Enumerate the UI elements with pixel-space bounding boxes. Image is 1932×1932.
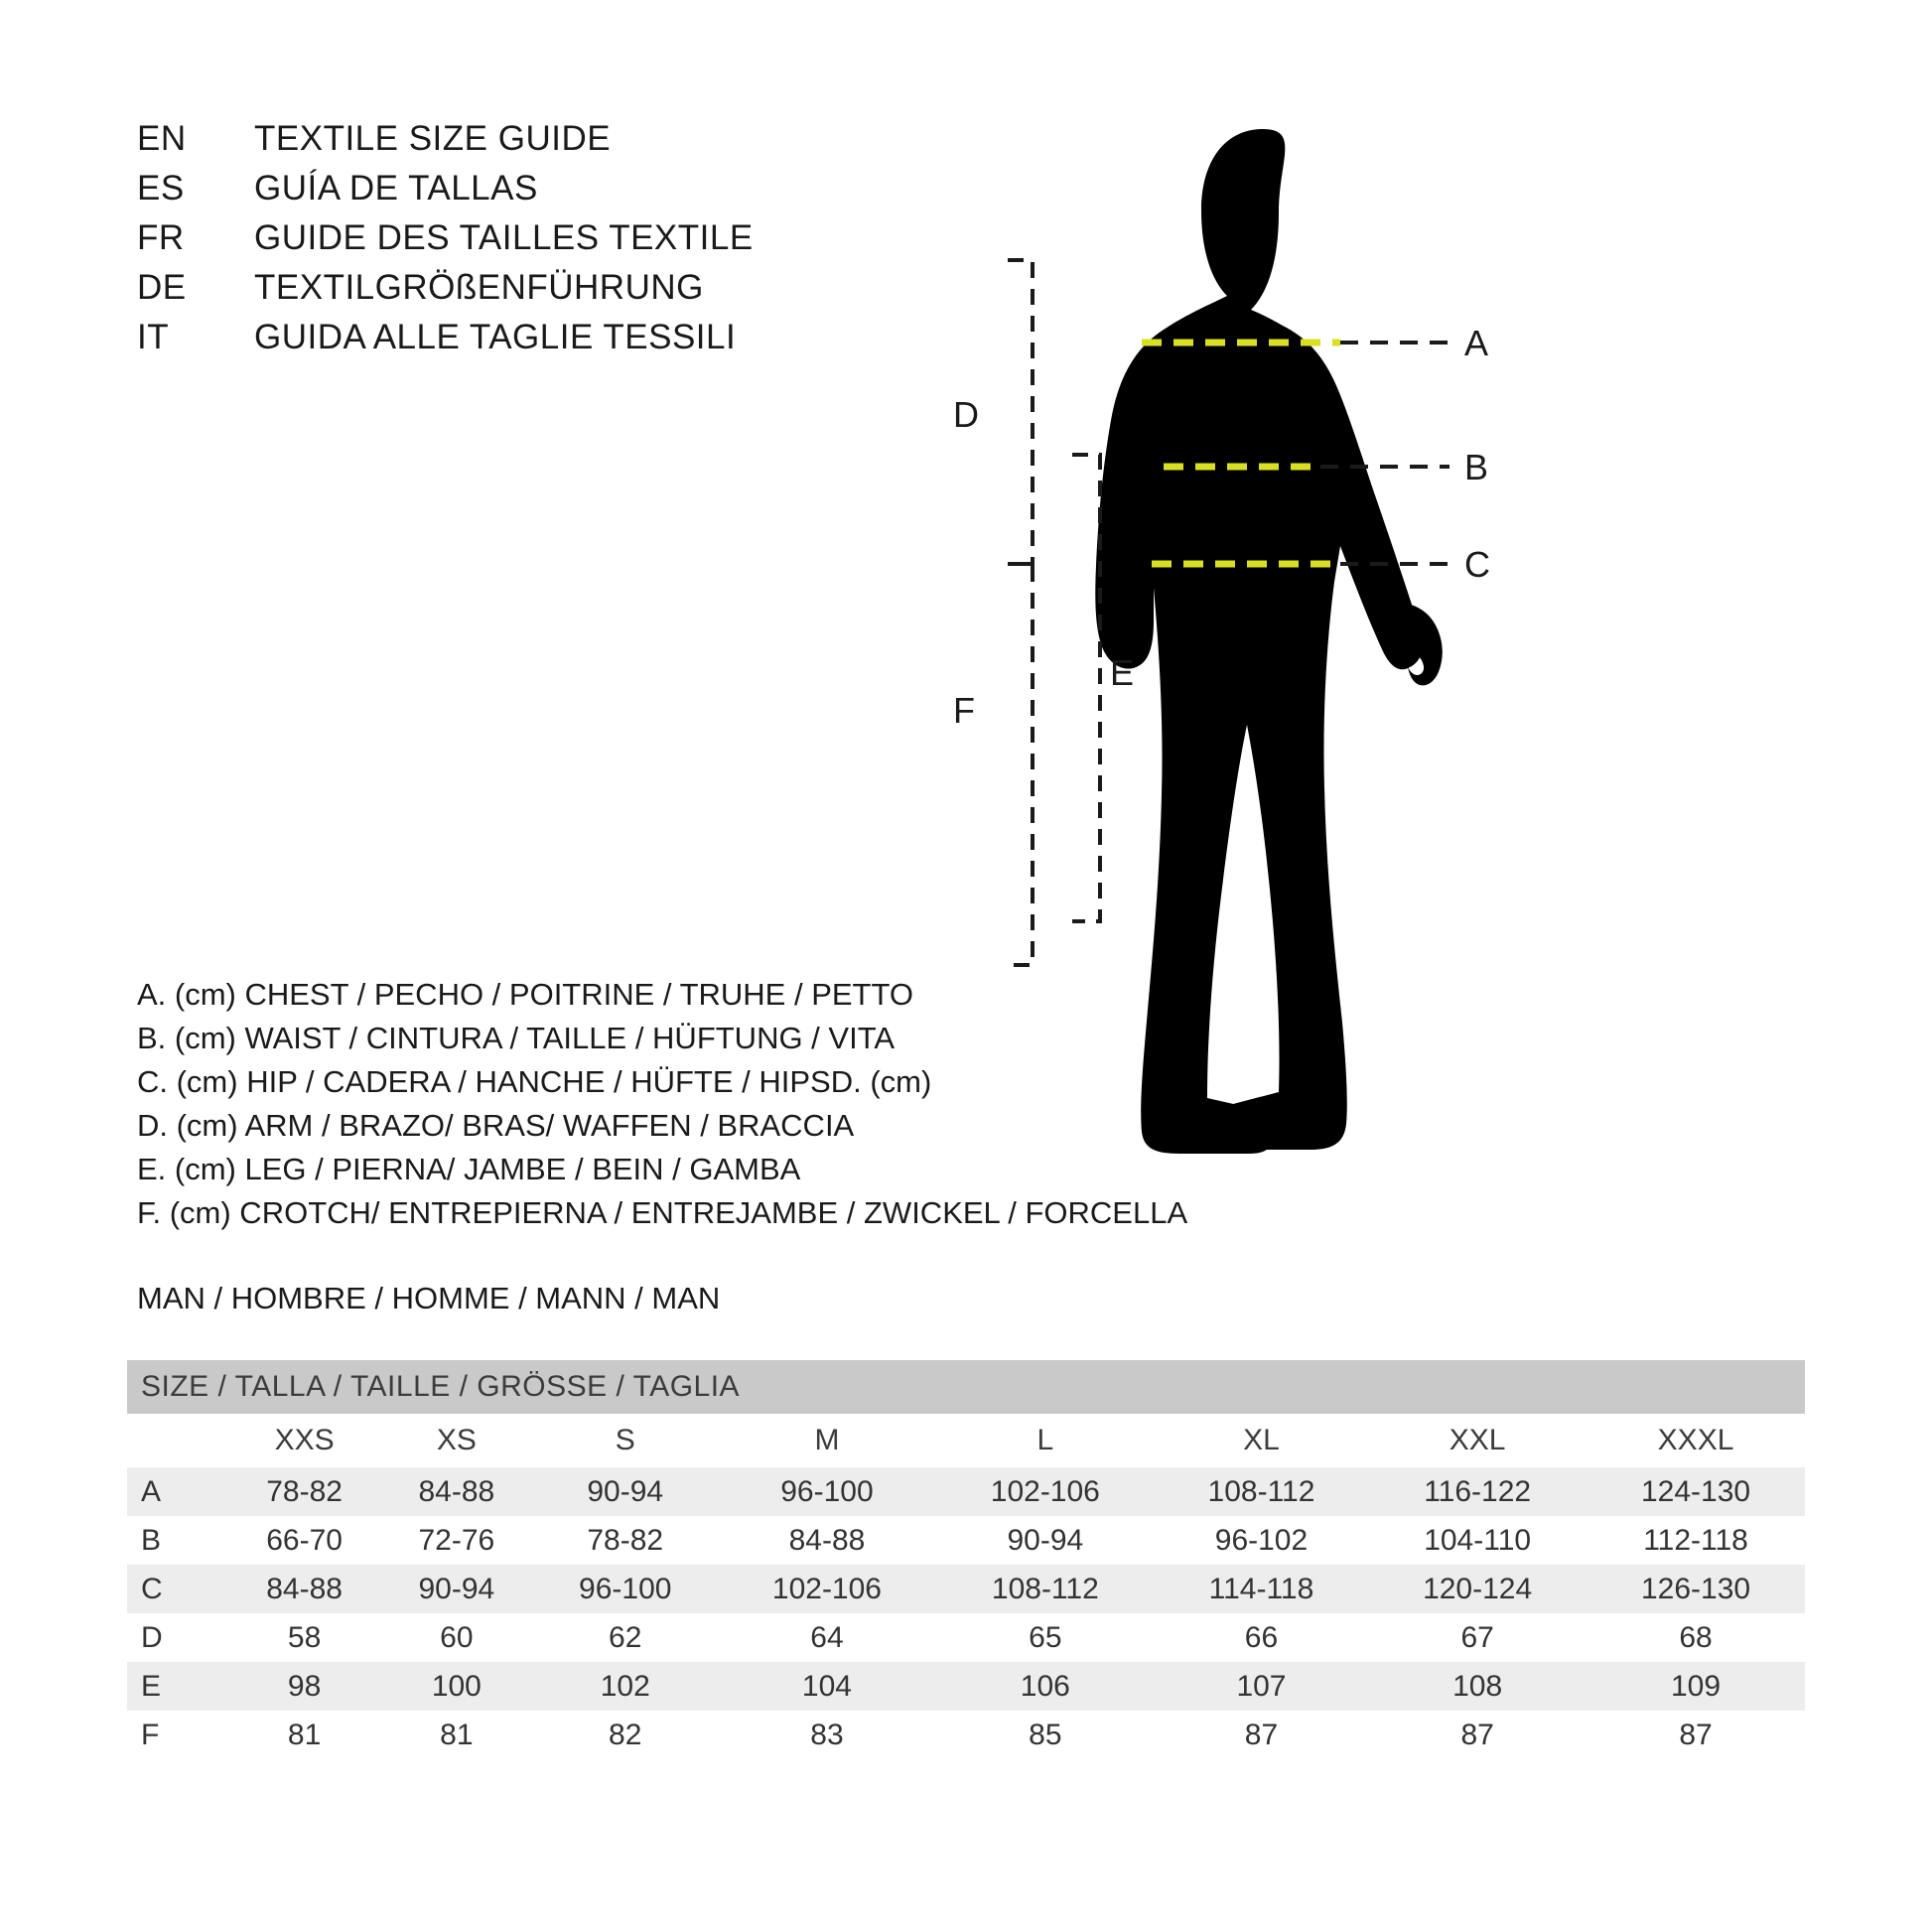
cell-b-xxxl: 112-118 bbox=[1587, 1516, 1805, 1565]
row-label-a: A bbox=[127, 1467, 228, 1516]
cell-c-xxs: 84-88 bbox=[228, 1565, 380, 1613]
legend-item-e: E. (cm) LEG / PIERNA/ JAMBE / BEIN / GAMBA bbox=[137, 1152, 801, 1186]
cell-c-xxxl: 126-130 bbox=[1587, 1565, 1805, 1613]
row-label-c: C bbox=[127, 1565, 228, 1613]
title-row-it bbox=[137, 318, 754, 367]
cell-e-xs: 100 bbox=[380, 1662, 532, 1711]
table-column-row bbox=[127, 1414, 1805, 1467]
language-code-it: IT bbox=[137, 318, 170, 356]
cell-f-m: 83 bbox=[718, 1711, 936, 1759]
legend-item-f: F. (cm) CROTCH/ ENTREPIERNA / ENTREJAMBE / ZWICKEL / FORCELLA bbox=[137, 1195, 1188, 1230]
label-c: C bbox=[1464, 544, 1490, 585]
table-row bbox=[127, 1467, 1805, 1516]
leg-bracket-e bbox=[1072, 455, 1100, 921]
cell-d-xs: 60 bbox=[380, 1613, 532, 1662]
cell-a-xl: 108-112 bbox=[1155, 1467, 1368, 1516]
cell-a-s: 90-94 bbox=[532, 1467, 718, 1516]
column-header-xxs: XXS bbox=[228, 1414, 380, 1467]
cell-e-xxxl: 109 bbox=[1587, 1662, 1805, 1711]
cell-b-m: 84-88 bbox=[718, 1516, 936, 1565]
column-header-xxxl: XXXL bbox=[1587, 1414, 1805, 1467]
size-table bbox=[127, 1360, 1805, 1759]
table-row bbox=[127, 1565, 1805, 1613]
cell-e-xxs: 98 bbox=[228, 1662, 380, 1711]
title-text-fr: GUIDE DES TAILLES TEXTILE bbox=[254, 218, 754, 257]
cell-f-xxxl: 87 bbox=[1587, 1711, 1805, 1759]
language-code-fr: FR bbox=[137, 218, 185, 257]
cell-c-xxl: 120-124 bbox=[1368, 1565, 1587, 1613]
column-header-l: L bbox=[936, 1414, 1155, 1467]
column-header-xs: XS bbox=[380, 1414, 532, 1467]
cell-e-xxl: 108 bbox=[1368, 1662, 1587, 1711]
column-corner-cell bbox=[127, 1414, 228, 1467]
cell-c-s: 96-100 bbox=[532, 1565, 718, 1613]
cell-f-xl: 87 bbox=[1155, 1711, 1368, 1759]
label-e: E bbox=[1110, 652, 1135, 693]
table-row bbox=[127, 1516, 1805, 1565]
cell-c-xs: 90-94 bbox=[380, 1565, 532, 1613]
label-a: A bbox=[1464, 323, 1489, 363]
cell-c-l: 108-112 bbox=[936, 1565, 1155, 1613]
legend-item-a: A. (cm) CHEST / PECHO / POITRINE / TRUHE / PETTO bbox=[137, 977, 913, 1012]
cell-f-xxs: 81 bbox=[228, 1711, 380, 1759]
table-row bbox=[127, 1613, 1805, 1662]
language-code-es: ES bbox=[137, 169, 185, 207]
cell-a-xs: 84-88 bbox=[380, 1467, 532, 1516]
cell-e-l: 106 bbox=[936, 1662, 1155, 1711]
cell-d-xxs: 58 bbox=[228, 1613, 380, 1662]
title-text-es: GUÍA DE TALLAS bbox=[254, 169, 538, 207]
body-diagram bbox=[953, 99, 1886, 1221]
table-row bbox=[127, 1662, 1805, 1711]
row-label-d: D bbox=[127, 1613, 228, 1662]
gender-label: MAN / HOMBRE / HOMME / MANN / MAN bbox=[137, 1281, 721, 1315]
cell-c-xl: 114-118 bbox=[1155, 1565, 1368, 1613]
title-block bbox=[137, 119, 754, 367]
table-header-label: SIZE / TALLA / TAILLE / GRÖSSE / TAGLIA bbox=[127, 1360, 1805, 1414]
title-row-fr bbox=[137, 218, 754, 268]
cell-a-xxl: 116-122 bbox=[1368, 1467, 1587, 1516]
cell-f-xs: 81 bbox=[380, 1711, 532, 1759]
cell-e-xl: 107 bbox=[1155, 1662, 1368, 1711]
cell-b-xs: 72-76 bbox=[380, 1516, 532, 1565]
label-f: F bbox=[953, 690, 975, 731]
column-header-xl: XL bbox=[1155, 1414, 1368, 1467]
column-header-xxl: XXL bbox=[1368, 1414, 1587, 1467]
table-row bbox=[127, 1711, 1805, 1759]
label-d: D bbox=[953, 394, 979, 435]
title-text-it: GUIDA ALLE TAGLIE TESSILI bbox=[254, 318, 737, 356]
title-text-de: TEXTILGRÖßENFÜHRUNG bbox=[254, 268, 704, 307]
cell-d-xl: 66 bbox=[1155, 1613, 1368, 1662]
cell-d-l: 65 bbox=[936, 1613, 1155, 1662]
legend-item-d: D. (cm) ARM / BRAZO/ BRAS/ WAFFEN / BRACCIA bbox=[137, 1108, 855, 1143]
row-label-e: E bbox=[127, 1662, 228, 1711]
cell-b-xl: 96-102 bbox=[1155, 1516, 1368, 1565]
cell-d-m: 64 bbox=[718, 1613, 936, 1662]
cell-a-xxs: 78-82 bbox=[228, 1467, 380, 1516]
row-label-b: B bbox=[127, 1516, 228, 1565]
title-text-en: TEXTILE SIZE GUIDE bbox=[254, 119, 612, 158]
cell-f-l: 85 bbox=[936, 1711, 1155, 1759]
row-label-f: F bbox=[127, 1711, 228, 1759]
column-header-m: M bbox=[718, 1414, 936, 1467]
cell-d-s: 62 bbox=[532, 1613, 718, 1662]
cell-e-m: 104 bbox=[718, 1662, 936, 1711]
cell-b-s: 78-82 bbox=[532, 1516, 718, 1565]
column-header-s: S bbox=[532, 1414, 718, 1467]
title-row-es bbox=[137, 169, 754, 218]
legend-item-c: C. (cm) HIP / CADERA / HANCHE / HÜFTE / HIPSD. (cm) bbox=[137, 1064, 932, 1099]
cell-d-xxxl: 68 bbox=[1587, 1613, 1805, 1662]
cell-f-xxl: 87 bbox=[1368, 1711, 1587, 1759]
cell-b-xxs: 66-70 bbox=[228, 1516, 380, 1565]
legend-item-b: B. (cm) WAIST / CINTURA / TAILLE / HÜFTUNG / VITA bbox=[137, 1021, 896, 1055]
cell-a-m: 96-100 bbox=[718, 1467, 936, 1516]
title-row-en bbox=[137, 119, 754, 169]
crotch-bracket-f bbox=[1008, 564, 1033, 965]
label-b: B bbox=[1464, 447, 1489, 487]
cell-b-l: 90-94 bbox=[936, 1516, 1155, 1565]
table-header-row bbox=[127, 1360, 1805, 1414]
arm-bracket-d bbox=[1008, 260, 1033, 564]
man-silhouette bbox=[1095, 129, 1443, 1154]
cell-a-l: 102-106 bbox=[936, 1467, 1155, 1516]
cell-d-xxl: 67 bbox=[1368, 1613, 1587, 1662]
title-row-de bbox=[137, 268, 754, 318]
cell-f-s: 82 bbox=[532, 1711, 718, 1759]
cell-c-m: 102-106 bbox=[718, 1565, 936, 1613]
cell-b-xxl: 104-110 bbox=[1368, 1516, 1587, 1565]
cell-e-s: 102 bbox=[532, 1662, 718, 1711]
language-code-de: DE bbox=[137, 268, 187, 307]
cell-a-xxxl: 124-130 bbox=[1587, 1467, 1805, 1516]
language-code-en: EN bbox=[137, 119, 187, 158]
